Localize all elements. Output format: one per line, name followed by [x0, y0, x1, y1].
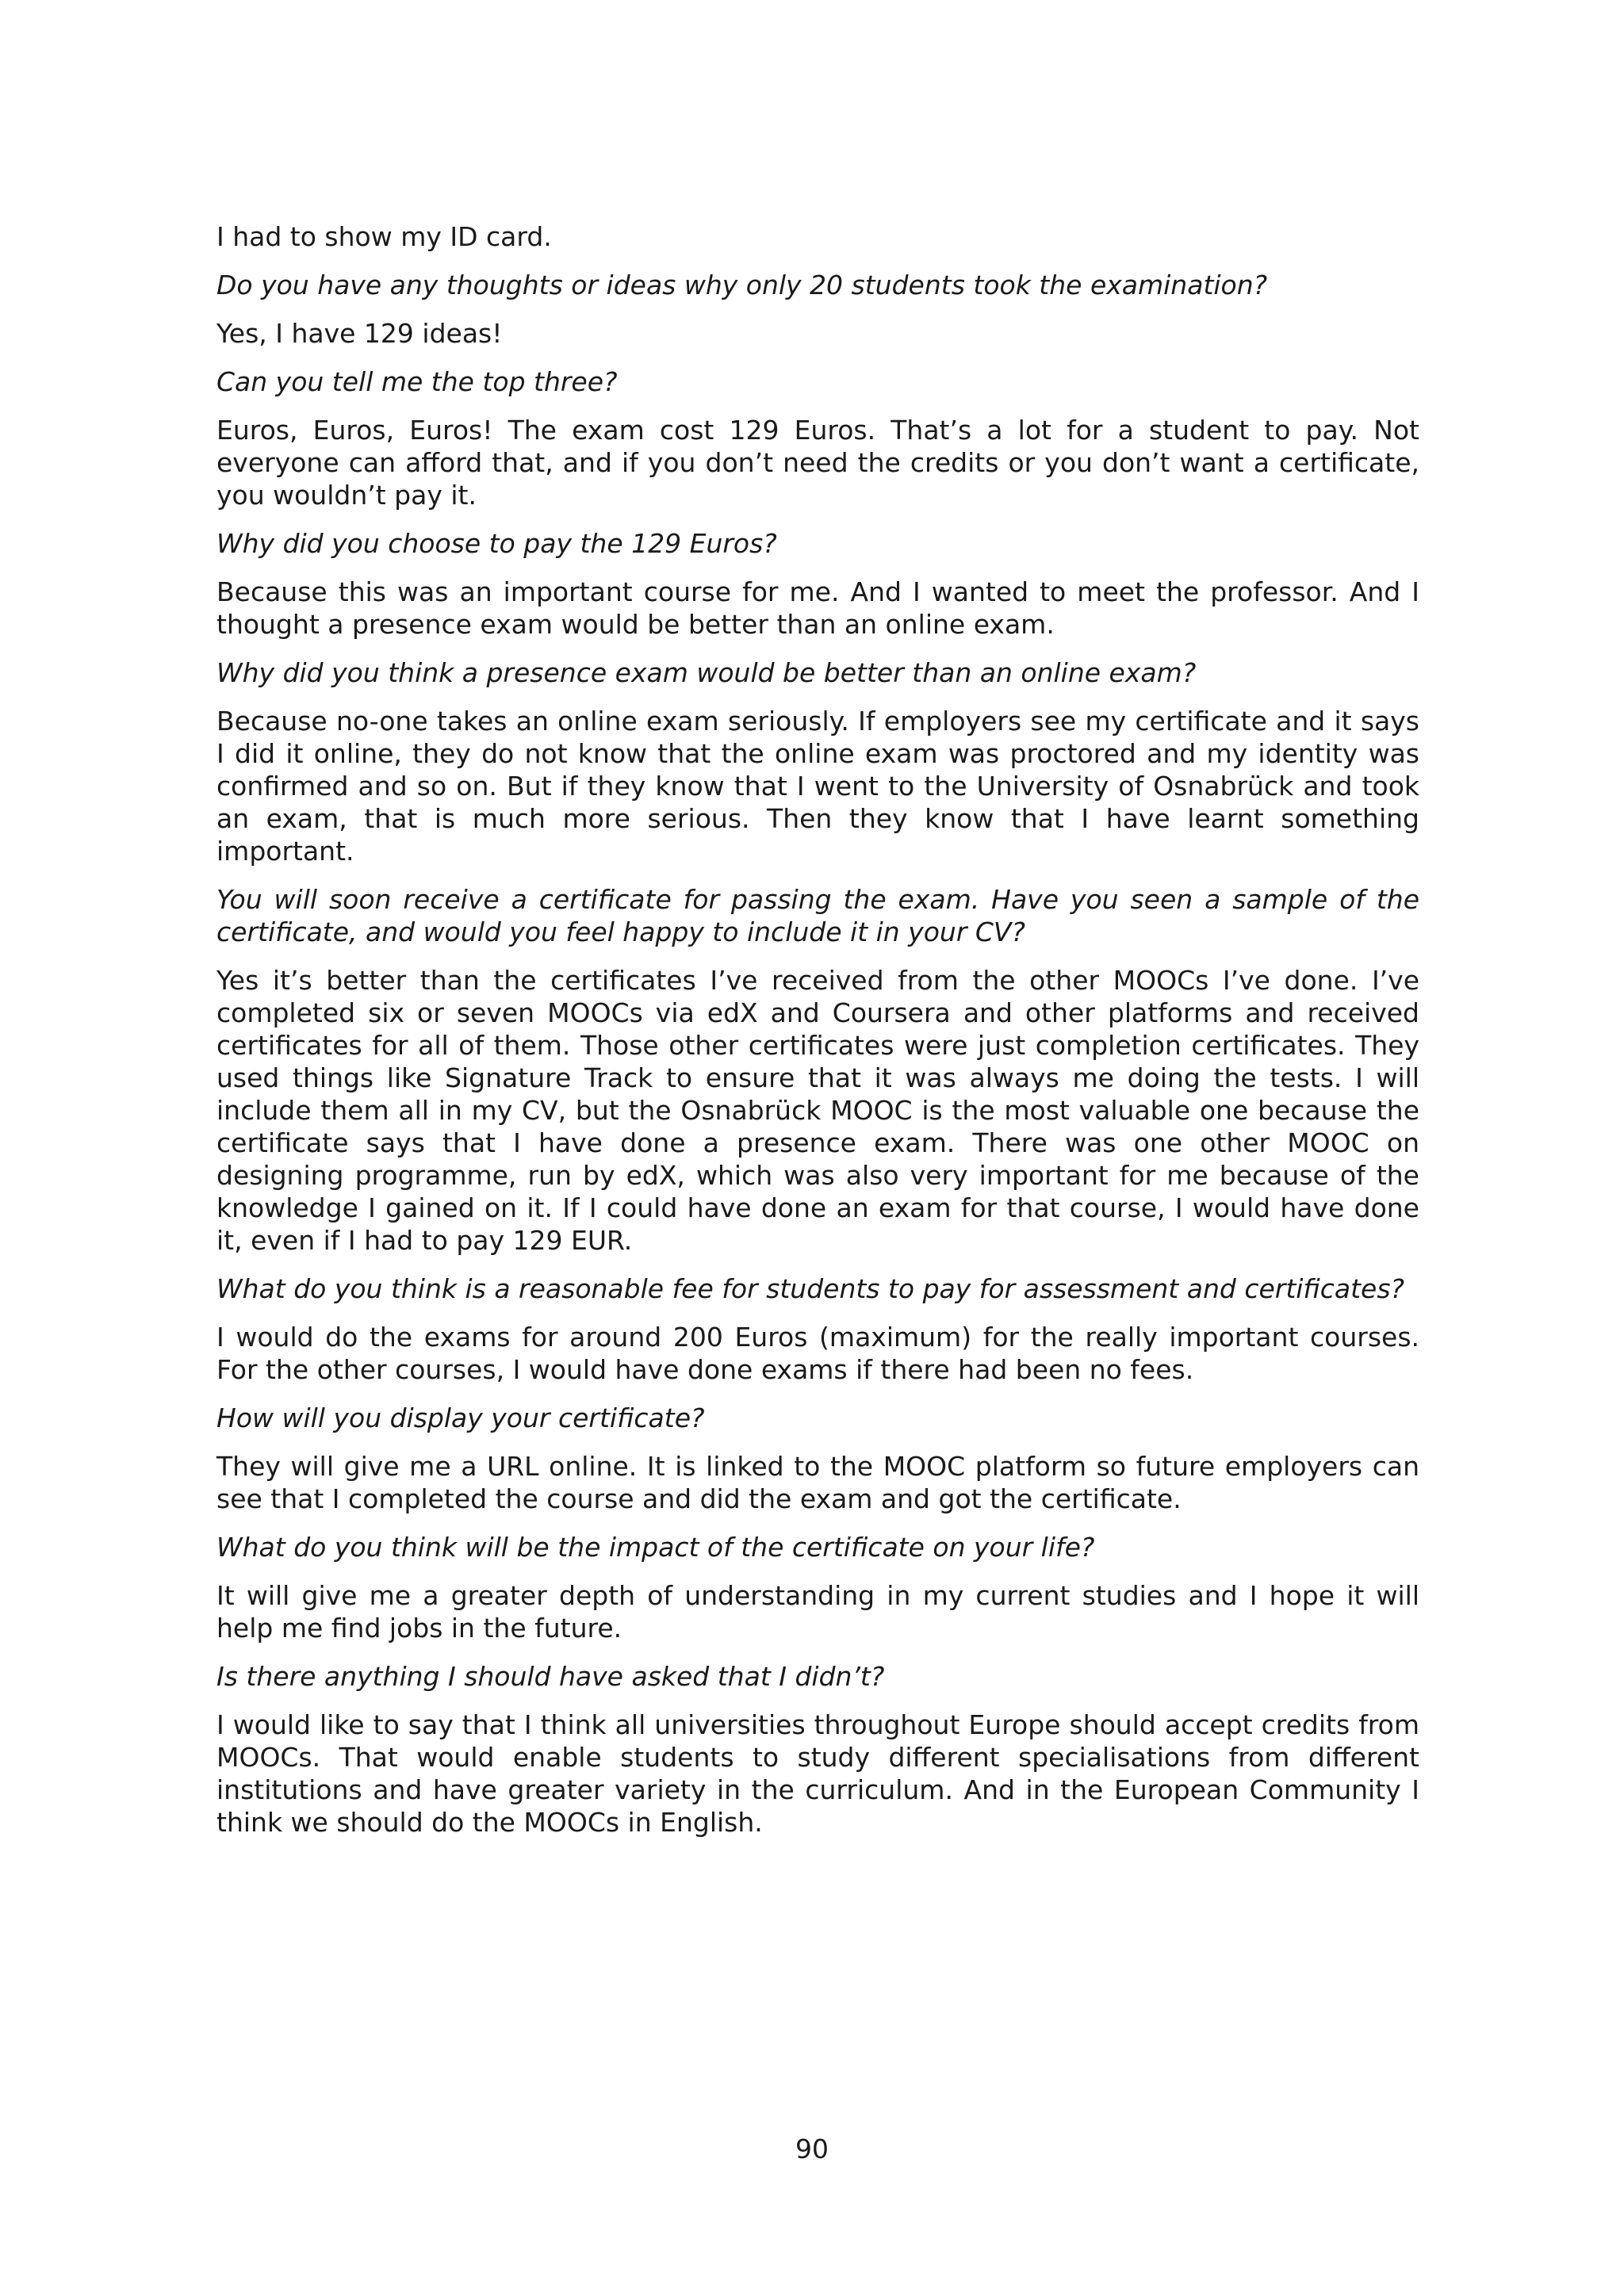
page-number: 90	[795, 2133, 829, 2164]
question-paragraph: How will you display your certificate?	[216, 1402, 705, 1433]
answer-paragraph: Yes, I have 129 ideas!	[216, 318, 503, 349]
answer-paragraph: Because this was an important course for me. And I wanted to meet the professor. And I thought a presence exam would be better than an online exam.	[216, 576, 1419, 640]
answer-paragraph: It will give me a greater depth of understanding in my current studies and I hope it will help me find jobs in the future.	[216, 1580, 1419, 1644]
answer-paragraph: Euros, Euros, Euros! The exam cost 129 Euros. That’s a lot for a student to pay. Not everyone can afford that, and if you don’t need the credits or you don’t want a certificate, you wouldn’t pay it.	[216, 415, 1419, 511]
question-paragraph: Do you have any thoughts or ideas why only 20 students took the examination?	[216, 270, 1268, 300]
question-paragraph: What do you think is a reasonable fee for students to pay for assessment and certificates?	[216, 1273, 1405, 1304]
question-paragraph: What do you think will be the impact of the certificate on your life?	[216, 1532, 1095, 1563]
question-paragraph: Why did you choose to pay the 129 Euros?	[216, 528, 777, 559]
question-paragraph: Why did you think a presence exam would be better than an online exam?	[216, 657, 1197, 688]
question-paragraph: Can you tell me the top three?	[216, 366, 618, 397]
question-paragraph: Is there anything I should have asked that I didn’t?	[216, 1661, 885, 1692]
answer-paragraph: I would like to say that I think all universities throughout Europe should accept credits from MOOCs. That would enable students to study different specialisations from different institutions and have greater variety in the curriculum. And in the European Community I think we should do the MOOCs in English.	[216, 1709, 1419, 1838]
question-paragraph: You will soon receive a certificate for passing the exam. Have you seen a sample of the certificate, and would you feel happy to include it in your CV?	[216, 884, 1419, 947]
interview-transcript	[216, 220, 1419, 1854]
answer-paragraph: I would do the exams for around 200 Euros (maximum) for the really important courses. For the other courses, I would have done exams if there had been no fees.	[216, 1322, 1419, 1385]
answer-paragraph: Because no-one takes an online exam seriously. If employers see my certificate and it says I did it online, they do not know that the online exam was proctored and my identity was confirmed and so on. But if they know that I went to the University of Osnabrück and took an exam, that is much more serious. Then they know that I have learnt something important.	[216, 706, 1419, 867]
answer-paragraph: Yes it’s better than the certificates I’ve received from the other MOOCs I’ve done. I’ve completed six or seven MOOCs via edX and Coursera and other platforms and received certificates for all of them. Those other certificates were just completion certificates. They used things like Signature Track to ensure that it was always me doing the tests. I will include them all in my CV, but the Osnabrück MOOC is the most valuable one because the certificate says that I have done a presence exam. There was one other MOOC on designing programme, run by edX, which was also very important for me because of the knowledge I gained on it. If I could have done an exam for that course, I would have done it, even if I had to pay 129 EUR.	[216, 965, 1419, 1256]
answer-paragraph: They will give me a URL online. It is linked to the MOOC platform so future employers can see that I completed the course and did the exam and got the certificate.	[216, 1451, 1419, 1514]
answer-paragraph: I had to show my ID card.	[216, 221, 552, 252]
